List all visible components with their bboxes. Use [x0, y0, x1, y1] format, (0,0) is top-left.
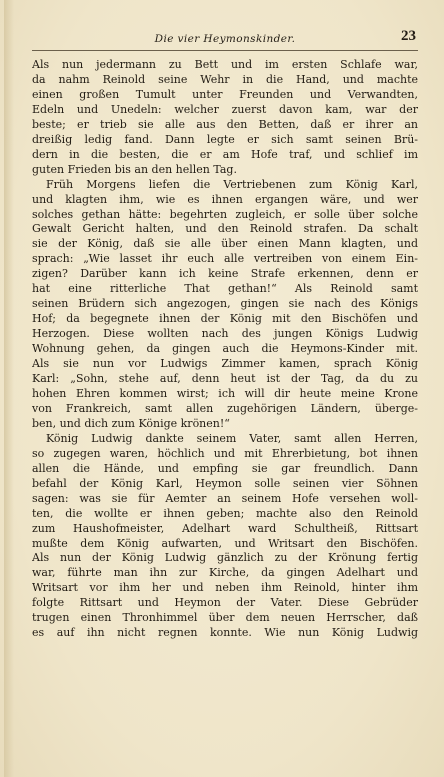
text-line: Edeln und Unedeln: welcher zuerst davon kam, war der [32, 102, 418, 116]
text-line: zigen? Darüber kann ich keine Strafe erkennen, denn er [32, 267, 418, 281]
text-line: König Ludwig dankte seinem Vater, samt allen Herren, [46, 431, 418, 445]
text-line: allen die Hände, und empfing sie gar freundlich. Dann [32, 461, 418, 475]
text-line: so zugegen waren, höchlich und mit Ehrerbietung, bot ihnen [32, 446, 418, 460]
text-line: zum Haushofmeister, Adelhart ward Schultheiß, Rittsart [32, 521, 418, 535]
text-line: mußte dem König aufwarten, und Writsart den Bischöfen. [32, 536, 418, 550]
text-line: trugen einen Thronhimmel über dem neuen Herrscher, daß [32, 611, 418, 625]
text-line: Früh Morgens liefen die Vertriebenen zum König Karl, [46, 177, 418, 191]
running-title: Die vier Heymonskinder. [154, 33, 296, 45]
text-line: es auf ihn nicht regnen konnte. Wie nun König Ludwig [32, 626, 418, 640]
text-line: ten, die wollte er ihnen geben; machte also den Reinold [32, 506, 418, 520]
text-line: folgte Rittsart und Heymon der Vater. Diese Gebrüder [32, 596, 418, 610]
paragraph-3 [32, 432, 418, 641]
page-number: 23 [401, 28, 416, 44]
text-line: Als nun der König Ludwig gänzlich zu der Krönung fertig [32, 551, 418, 565]
text-line: Als sie nun vor Ludwigs Zimmer kamen, sprach König [32, 357, 418, 371]
text-line: da nahm Reinold seine Wehr in die Hand, und machte [32, 72, 418, 86]
text-line: befahl der König Karl, Heymon solle seinen vier Söhnen [32, 476, 418, 490]
text-line: ben, und dich zum Könige krönen!“ [32, 416, 230, 430]
paragraph-1 [32, 58, 418, 178]
page-header [32, 28, 418, 51]
text-line: war, führte man ihn zur Kirche, da gingen Adelhart und [32, 566, 418, 580]
text-line: seinen Brüdern sich angezogen, gingen sie nach des Königs [32, 297, 418, 311]
text-line: Hof; da begegnete ihnen der König mit den Bischöfen und [32, 312, 418, 326]
text-line: guten Frieden bis an den hellen Tag. [32, 162, 237, 176]
text-line: Karl: „Sohn, stehe auf, denn heut ist der Tag, da du zu [32, 372, 418, 386]
text-line: beste; er trieb sie alle aus den Betten, daß er ihrer an [32, 117, 418, 131]
paragraph-2 [32, 178, 418, 432]
text-line: Gewalt Gericht halten, und den Reinold strafen. Da schalt [32, 222, 418, 236]
text-line: Herzogen. Diese wollten nach des jungen Königs Ludwig [32, 327, 418, 341]
text-line: von Frankreich, samt allen zugehörigen Ländern, überge- [32, 401, 418, 415]
text-line: Als nun jedermann zu Bett und im ersten Schlafe war, [32, 58, 418, 71]
text-line: hat eine ritterliche That gethan!“ Als Reinold samt [32, 282, 418, 296]
body-text [32, 58, 418, 641]
text-line: solches gethan hätte: begehrten zugleich, er solle über solche [32, 207, 418, 221]
text-line: und klagten ihm, wie es ihnen ergangen wäre, und wer [32, 192, 418, 206]
text-line: dern in die besten, die er am Hofe traf, und schlief im [32, 147, 418, 161]
text-line: sagen: was sie für Aemter an seinem Hofe versehen woll- [32, 491, 418, 505]
text-line: sie der König, daß sie alle über einen Mann klagten, und [32, 237, 418, 251]
text-line: Writsart vor ihm her und neben ihm Reinold, hinter ihm [32, 581, 418, 595]
text-line: sprach: „Wie lasset ihr euch alle vertreiben von einem Ein- [32, 252, 418, 266]
text-line: einen großen Tumult unter Freunden und Verwandten, [32, 87, 418, 101]
text-line: hohen Ehren kommen wirst; ich will dir heute meine Krone [32, 386, 418, 400]
text-line: dreißig ledig fand. Dann legte er sich samt seinen Brü- [32, 132, 418, 146]
text-line: Wohnung gehen, da gingen auch die Heymons-Kinder mit. [32, 342, 418, 356]
